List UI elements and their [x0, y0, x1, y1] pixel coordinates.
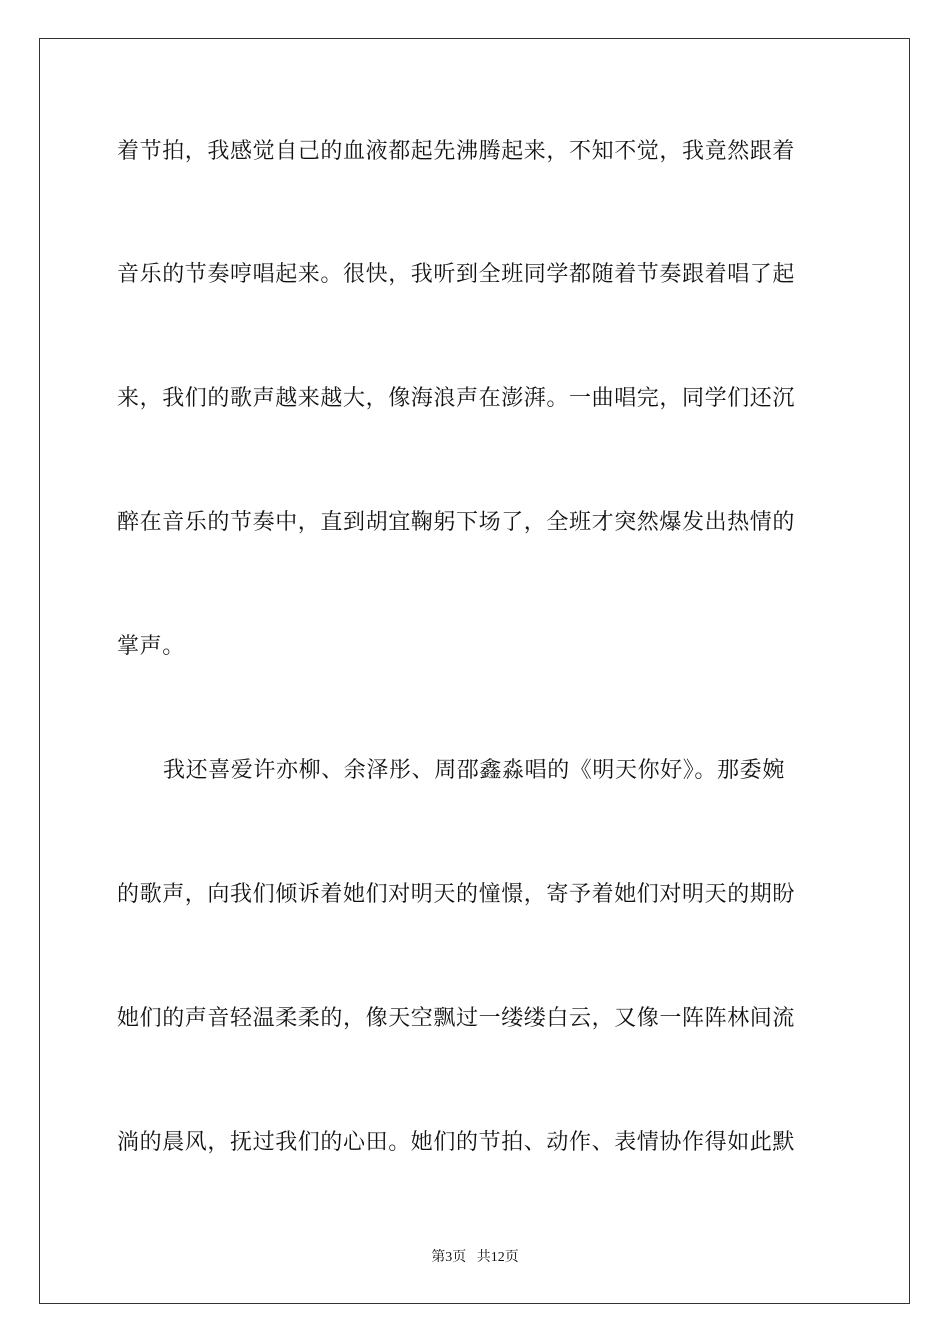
page-number: 第3页	[431, 1250, 467, 1265]
text-line-9: 淌的晨风，抚过我们的心田。她们的节拍、动作、表情协作得如此默	[117, 1130, 796, 1155]
text-line-1: 着节拍，我感觉自己的血液都起先沸腾起来，不知不觉，我竟然跟着	[117, 139, 796, 164]
text-line-7: 的歌声，向我们倾诉着她们对明天的憧憬，寄予着她们对明天的期盼	[117, 882, 796, 907]
text-line-2: 音乐的节奏哼唱起来。很快，我听到全班同学都随着节奏跟着唱了起	[117, 262, 796, 287]
page-footer	[0, 1246, 950, 1266]
text-line-5: 掌声。	[117, 634, 185, 659]
text-line-4: 醉在音乐的节奏中，直到胡宜鞠躬下场了，全班才突然爆发出热情的	[117, 510, 796, 535]
total-pages: 共12页	[476, 1250, 519, 1265]
text-line-6: 我还喜爱许亦柳、余泽彤、周邵鑫淼唱的《明天你好》。那委婉	[163, 758, 785, 783]
text-line-3: 来，我们的歌声越来越大，像海浪声在澎湃。一曲唱完，同学们还沉	[117, 386, 796, 411]
text-line-8: 她们的声音轻温柔柔的，像天空飘过一缕缕白云，又像一阵阵林间流	[117, 1006, 796, 1031]
page-frame	[39, 38, 910, 1304]
